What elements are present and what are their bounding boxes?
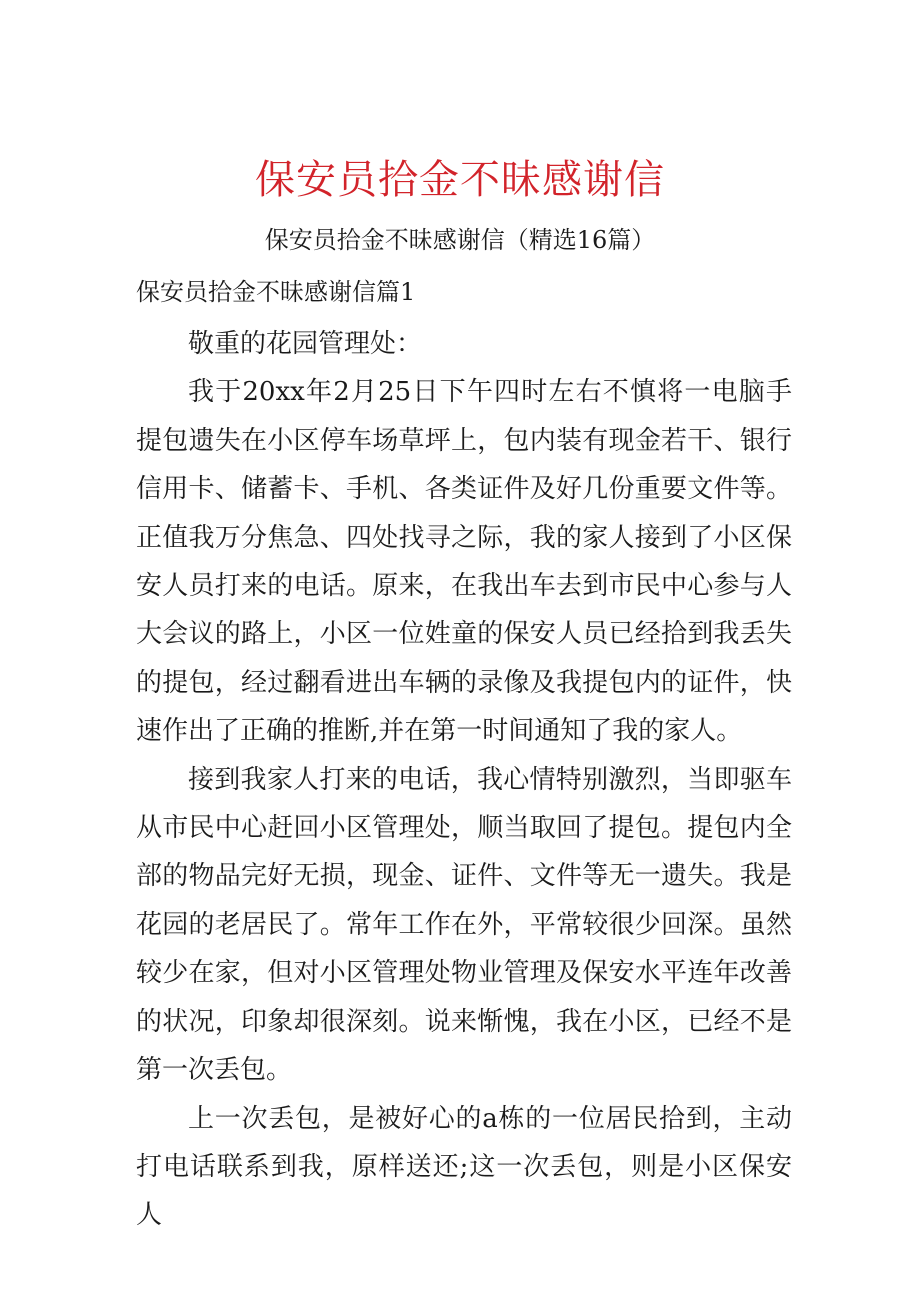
paragraph-2: 接到我家人打来的电话，我心情特别激烈，当即驱车从市民中心赶回小区管理处，顺当取回了提包。提包内全部的物品完好无损，现金、证件、文件等无一遗失。我是花园的老居民了。常年工作在外，平常较很少回深。虽然较少在家，但对小区管理处物业管理及保安水平连年改善的状况，印象却很深刻。说来惭愧，我在小区，已经不是第一次丢包。 (136, 764, 792, 1086)
section-heading: 保安员拾金不昧感谢信篇1 (136, 278, 416, 306)
letter-salutation: 敬重的花园管理处： (188, 329, 423, 359)
document-title: 保安员拾金不昧感谢信 (255, 157, 665, 203)
letter-body (136, 320, 792, 1240)
paragraph-1: 我于20xx年2月25日下午四时左右不慎将一电脑手提包遗失在小区停车场草坪上，包内装有现金若干、银行信用卡、储蓄卡、手机、各类证件及好几份重要文件等。正值我万分焦急、四处找寻之际，我的家人接到了小区保安人员打来的电话。原来，在我出车去到市民中心参与人大会议的路上，小区一位姓童的保安人员已经拾到我丢失的提包，经过翻看进出车辆的录像及我提包内的证件，快速作出了正确的推断,并在第一时间通知了我的家人。 (136, 377, 792, 747)
document-subtitle: 保安员拾金不昧感谢信（精选16篇） (264, 226, 656, 254)
paragraph-3: 上一次丢包，是被好心的a栋的一位居民拾到，主动打电话联系到我，原样送还;这一次丢包，则是小区保安人 (136, 1103, 792, 1231)
